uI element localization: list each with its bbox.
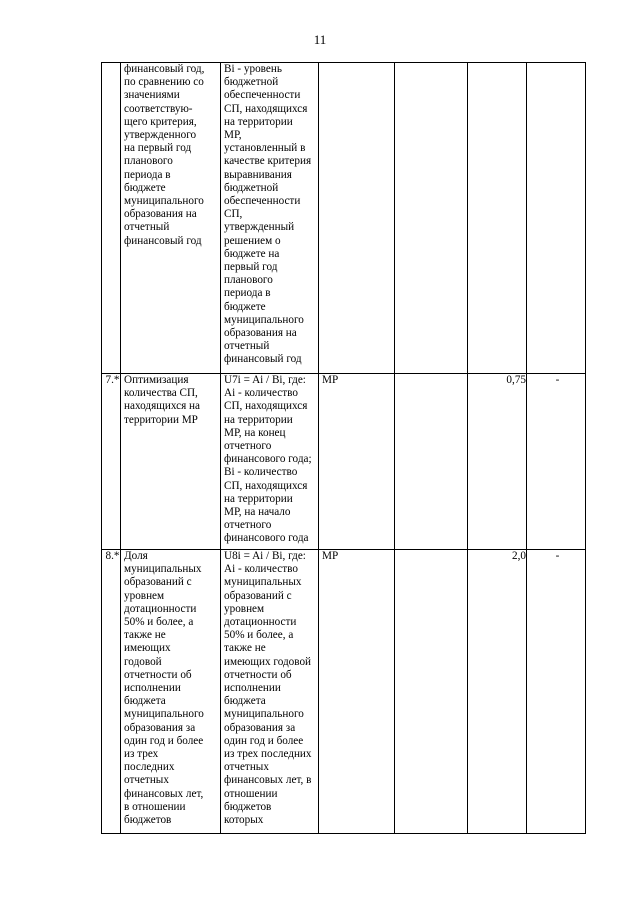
indicator-name: Доля муниципальных образований с уровнем дотационности 50% и более, а также не имеющих годовой отчетности об исполнении бюджета муниципального образования за один год и более из трех последних отчетных финансовых лет, в отношении бюджетов <box>121 550 221 834</box>
empty-cell <box>395 550 468 834</box>
indicator-extra: - <box>527 550 586 834</box>
indicator-formula: Bi - уровень бюджетной обеспеченности СП, находящихся на территории МР, установленный в качестве критерия выравнивания бюджетной обеспеченности СП, утвержденный решением о бюджете на первый год планового периода в бюджете муниципального образования на отчетный финансовый год <box>221 63 319 374</box>
indicator-formula: U8i = Ai / Bi, где: Ai - количество муниципальных образований с уровнем дотационности 50% и более, а также не имеющих годовой отчетности об исполнении бюджета муниципального образования за один год и более из трех последних отчетных финансовых лет, в отношении бюджетов которых <box>221 550 319 834</box>
indicator-formula: U7i = Ai / Bi, где: Ai - количество СП, находящихся на территории МР, на конец отчетного финансового года; Bi - количество СП, находящихся на территории МР, на начало отчетного финансового года <box>221 374 319 550</box>
indicators-table <box>101 62 586 834</box>
indicator-level <box>319 63 395 374</box>
indicator-extra <box>527 63 586 374</box>
indicator-weight: 2,0 <box>468 550 527 834</box>
indicator-weight: 0,75 <box>468 374 527 550</box>
indicator-name: Оптимизация количества СП, находящихся на территории МР <box>121 374 221 550</box>
page-number: 11 <box>313 32 327 47</box>
indicator-weight <box>468 63 527 374</box>
indicator-level: МР <box>319 374 395 550</box>
indicator-name: финансовый год, по сравнению со значениями соответствую- щего критерия, утвержденного на первый год планового периода в бюджете муниципального образования на отчетный финансовый год <box>121 63 221 374</box>
row-number: 8.* <box>102 550 121 834</box>
empty-cell <box>395 374 468 550</box>
table-row <box>102 63 586 374</box>
row-number: 7.* <box>102 374 121 550</box>
row-number <box>102 63 121 374</box>
table-row <box>102 374 586 550</box>
table-row <box>102 550 586 834</box>
indicator-level: МР <box>319 550 395 834</box>
indicator-extra: - <box>527 374 586 550</box>
empty-cell <box>395 63 468 374</box>
